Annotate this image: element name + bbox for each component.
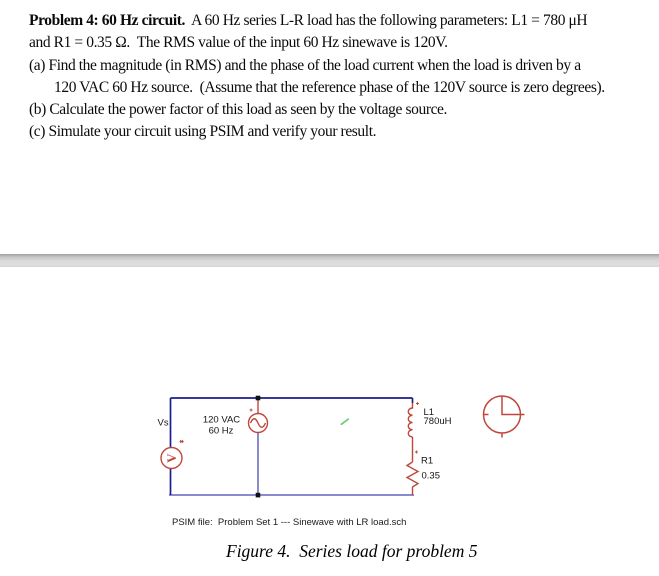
voltmeter-star-mark xyxy=(180,440,184,443)
source-value-label: 120 VAC xyxy=(202,414,241,426)
resistor-value-label: 0.35 xyxy=(421,470,440,482)
psim-file-note: PSIM file: Problem Set 1 --- Sinewave with LR load.sch xyxy=(172,517,407,528)
problem-item-a: (a) Find the magnitude (in RMS) and the phase of the load current when the load is driven by a xyxy=(29,56,581,74)
inductor-name-label: L1 xyxy=(423,407,435,418)
clock-icon xyxy=(484,396,525,438)
figure-caption: Figure 4. Series load for problem 5 xyxy=(226,541,478,561)
voltmeter-glyph: V xyxy=(163,453,179,463)
junction-dot-top xyxy=(256,396,261,401)
resistor-name-label: R1 xyxy=(421,455,434,467)
source-freq-label: 60 Hz xyxy=(208,425,234,437)
problem-line-2: and R1 = 0.35 Ω. The RMS value of the input 60 Hz sinewave is 120V. xyxy=(29,34,448,52)
component-labels xyxy=(158,407,452,482)
resistor-symbol xyxy=(407,462,418,495)
green-probe-mark xyxy=(341,419,348,424)
problem-item-b: (b) Calculate the power factor of this load as seen by the voltage source. xyxy=(29,101,448,119)
problem-heading-rest: A 60 Hz series L-R load has the following parameters: L1 = 780 μH xyxy=(185,12,588,29)
voltmeter-label: Vs xyxy=(157,417,169,429)
red-components xyxy=(161,396,525,495)
problem-item-c: (c) Simulate your circuit using PSIM and verify your result. xyxy=(29,123,377,141)
inductor-value-label: 780uH xyxy=(423,416,452,427)
junction-dot-bottom xyxy=(256,493,261,498)
source-polarity-mark xyxy=(250,409,253,412)
inductor-symbol xyxy=(408,403,412,437)
problem-heading: Problem 4: 60 Hz circuit. xyxy=(29,12,186,29)
problem-item-a-continued: 120 VAC 60 Hz source. (Assume that the reference phase of the 120V source is zero degrees). xyxy=(54,78,605,96)
lavender-wires xyxy=(169,431,414,495)
resistor-polarity-mark xyxy=(415,451,418,454)
inductor-polarity-mark xyxy=(416,402,419,405)
navy-wires xyxy=(171,398,413,495)
